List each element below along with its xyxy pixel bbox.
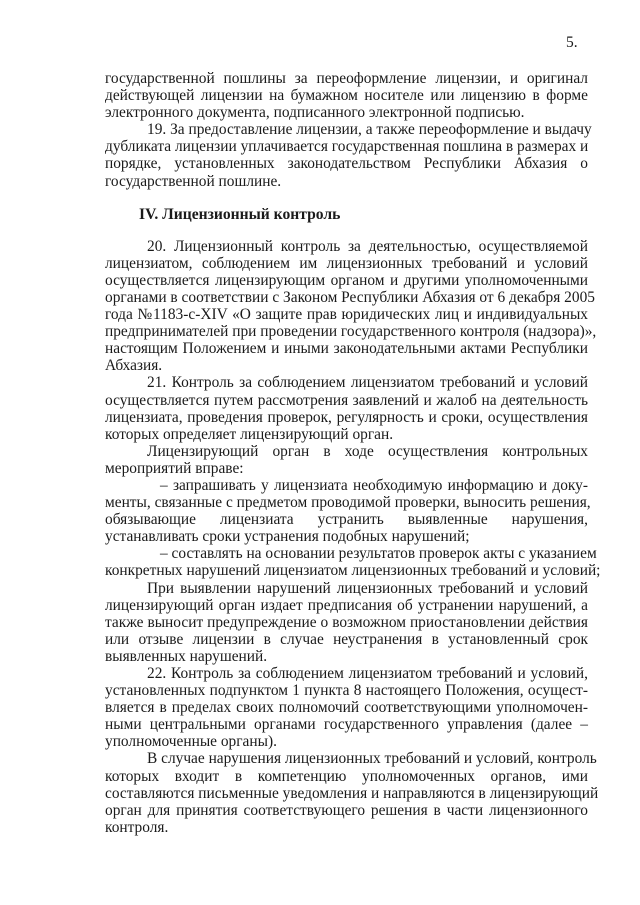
text-line: электронного документа, подписанного электронной подписью.	[105, 104, 525, 122]
paragraph	[105, 374, 588, 442]
text-line: выявленных нарушений.	[105, 647, 268, 665]
text-line: осуществляется лицензирующим органом и другими уполномоченными	[105, 271, 588, 289]
paragraph	[105, 476, 591, 546]
section-before	[105, 70, 592, 190]
text-line: которых определяет лицензирующий орган.	[105, 425, 394, 443]
text-line: 22. Контроль за соблюдением лицензиатом требований и условий,	[147, 665, 588, 682]
paragraph	[105, 665, 588, 750]
text-line: осуществляется путем рассмотрения заявлений и жалоб на деятельность	[105, 391, 588, 409]
text-line: порядке, установленных законодательством Республики Абхазия о	[105, 155, 588, 173]
page-number: 5.	[566, 34, 578, 51]
text-line: – составлять на основании результатов проверок акты с указанием	[160, 545, 597, 563]
text-line: Абхазия.	[105, 357, 163, 375]
text-line: мероприятий вправе:	[105, 459, 244, 477]
text-line: или отзыве лицензии в случае неустранения в установленный срок	[105, 630, 588, 648]
paragraph	[105, 443, 588, 477]
text-line: установленных подпунктом 1 пункта 8 настоящего Положения, осущест-	[105, 682, 588, 700]
paragraph	[105, 237, 597, 375]
text-line: государственной пошлины за переоформление лицензии, и оригинал	[105, 70, 588, 87]
text-line: настоящим Положением и иными законодательными актами Республики	[105, 340, 588, 358]
text-line: лицензиатом, соблюдением им лицензионных требований и условий	[105, 254, 588, 272]
text-line: вляется в пределах своих полномочий соответствующими уполномочен-	[105, 699, 588, 717]
text-line: составляются письменные уведомления и направляются в лицензирующий	[105, 784, 599, 802]
paragraph	[105, 545, 601, 580]
text-line: также выносит предупреждение о возможном приостановлении действия	[105, 613, 588, 631]
text-line: органами в соответствии с Законом Республики Абхазия от 6 декабря 2005	[105, 288, 595, 306]
paragraph	[105, 121, 592, 190]
text-line: При выявлении нарушений лицензионных требований и условий	[147, 579, 588, 597]
paragraph	[105, 750, 599, 836]
text-line: уполномоченные органы).	[105, 733, 277, 751]
paragraph	[105, 70, 588, 121]
text-line: менты, связанные с предметом проводимой проверки, выносить решения,	[105, 494, 591, 512]
text-line: государственной пошлине.	[105, 172, 282, 190]
section-after	[105, 237, 601, 836]
text-line: действующей лицензии на бумажном носителе или лицензию в форме	[105, 87, 588, 105]
text-line: дубликата лицензии уплачивается государственная пошлина в размерах и	[105, 138, 589, 156]
text-line: орган для принятия соответствующего решения в части лицензионного	[105, 801, 588, 819]
text-line: 21. Контроль за соблюдением лицензиатом требований и условий	[147, 374, 588, 392]
text-line: обязывающие лицензиата устранить выявленные нарушения,	[105, 511, 588, 529]
text-line: контроля.	[105, 818, 169, 836]
text-line: лицензирующий орган издает предписания об устранении нарушений, а	[105, 596, 588, 614]
text-line: конкретных нарушений лицензиатом лицензионных требований и условий;	[105, 562, 601, 580]
section-heading: IV. Лицензионный контроль	[139, 205, 341, 223]
paragraph	[105, 580, 588, 665]
text-line: предпринимателей при проведении государственного контроля (надзора)»,	[105, 323, 597, 341]
text-line: В случае нарушения лицензионных требований и условий, контроль	[147, 750, 597, 768]
text-line: 19. За предоставление лицензии, а также переоформление и выдачу	[147, 121, 592, 139]
text-line: ными центральными органами государственного управления (далее –	[105, 716, 588, 734]
text-line: – запрашивать у лицензиата необходимую информацию и доку-	[160, 476, 588, 494]
text-line: 20. Лицензионный контроль за деятельностью, осуществляемой	[147, 237, 588, 255]
text-line: устанавливать сроки устранения подобных нарушений;	[105, 528, 470, 546]
document-body	[105, 70, 601, 836]
text-line: лицензиата, проведения проверок, регулярность и сроки, осуществления	[105, 408, 588, 426]
text-line: Лицензирующий орган в ходе осуществления контрольных	[147, 442, 588, 460]
text-line: года №1183-с-XIV «О защите прав юридических лиц и индивидуальных	[105, 306, 588, 324]
text-line: которых входит в компетенцию уполномоченных органов, ими	[105, 767, 588, 785]
